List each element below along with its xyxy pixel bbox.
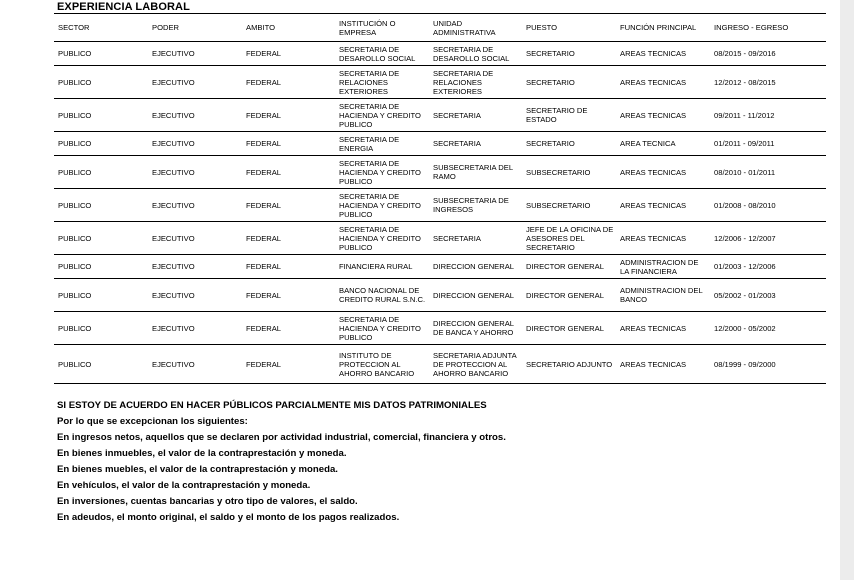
table-cell: 05/2002 - 01/2003	[710, 279, 826, 312]
table-cell: SECRETARIA DE DESAROLLO SOCIAL	[429, 42, 522, 66]
table-cell: AREA TECNICA	[616, 132, 710, 156]
table-cell: DIRECCION GENERAL	[429, 279, 522, 312]
column-header: PODER	[148, 14, 242, 42]
table-cell: SUBSECRETARIA DE INGRESOS	[429, 189, 522, 222]
table-cell: 12/2006 - 12/2007	[710, 222, 826, 255]
note-line: Por lo que se excepcionan los siguientes:	[57, 416, 248, 427]
table-cell: DIRECTOR GENERAL	[522, 312, 616, 345]
table-cell: SUBSECRETARIA DEL RAMO	[429, 156, 522, 189]
table-row	[54, 255, 826, 279]
table-row	[54, 345, 826, 384]
table-cell: FEDERAL	[242, 132, 335, 156]
table-cell: SECRETARIA DE RELACIONES EXTERIORES	[429, 66, 522, 99]
table-cell: PUBLICO	[54, 42, 148, 66]
table-cell: SECRETARIO	[522, 132, 616, 156]
table-cell: FEDERAL	[242, 42, 335, 66]
table-cell: EJECUTIVO	[148, 66, 242, 99]
table-row	[54, 279, 826, 312]
table-cell: PUBLICO	[54, 279, 148, 312]
table-cell: EJECUTIVO	[148, 132, 242, 156]
table-cell: PUBLICO	[54, 255, 148, 279]
table-cell: DIRECCION GENERAL DE BANCA Y AHORRO	[429, 312, 522, 345]
table-cell: ADMINISTRACION DEL BANCO	[616, 279, 710, 312]
table-header-row	[54, 14, 826, 42]
table-row	[54, 42, 826, 66]
table-row	[54, 222, 826, 255]
table-cell: AREAS TECNICAS	[616, 66, 710, 99]
table-cell: EJECUTIVO	[148, 345, 242, 384]
table-cell: FEDERAL	[242, 345, 335, 384]
table-cell: SUBSECRETARIO	[522, 189, 616, 222]
public-data-notes	[57, 398, 506, 526]
column-header: INGRESO - EGRESO	[710, 14, 826, 42]
table-cell: PUBLICO	[54, 132, 148, 156]
table-cell: SECRETARIA DE RELACIONES EXTERIORES	[335, 66, 429, 99]
table-cell: PUBLICO	[54, 66, 148, 99]
table-cell: EJECUTIVO	[148, 189, 242, 222]
note-line: En inversiones, cuentas bancarias y otro tipo de valores, el saldo.	[57, 496, 358, 507]
table-cell: EJECUTIVO	[148, 279, 242, 312]
column-header: SECTOR	[54, 14, 148, 42]
table-cell: PUBLICO	[54, 99, 148, 132]
table-cell: PUBLICO	[54, 189, 148, 222]
table-cell: SECRETARIA	[429, 99, 522, 132]
notes-heading: SI ESTOY DE ACUERDO EN HACER PÚBLICOS PARCIALMENTE MIS DATOS PATRIMONIALES	[57, 400, 487, 411]
table-row	[54, 312, 826, 345]
table-row	[54, 156, 826, 189]
column-header: INSTITUCIÓN O EMPRESA	[335, 14, 429, 42]
table-cell: EJECUTIVO	[148, 156, 242, 189]
table-cell: EJECUTIVO	[148, 312, 242, 345]
table-cell: DIRECTOR GENERAL	[522, 279, 616, 312]
table-cell: FINANCIERA RURAL	[335, 255, 429, 279]
table-cell: PUBLICO	[54, 222, 148, 255]
column-header: UNIDAD ADMINISTRATIVA	[429, 14, 522, 42]
table-cell: DIRECCION GENERAL	[429, 255, 522, 279]
table-cell: PUBLICO	[54, 156, 148, 189]
table-cell: SECRETARIO	[522, 66, 616, 99]
note-line: En ingresos netos, aquellos que se declaren por actividad industrial, comercial, financiera y otros.	[57, 432, 506, 443]
table-cell: AREAS TECNICAS	[616, 156, 710, 189]
table-row	[54, 66, 826, 99]
table-cell: FEDERAL	[242, 312, 335, 345]
table-cell: 12/2012 - 08/2015	[710, 66, 826, 99]
table-cell: FEDERAL	[242, 255, 335, 279]
table-cell: 01/2008 - 08/2010	[710, 189, 826, 222]
table-cell: SECRETARIO DE ESTADO	[522, 99, 616, 132]
table-cell: FEDERAL	[242, 156, 335, 189]
table-cell: SECRETARIO ADJUNTO	[522, 345, 616, 384]
table-cell: 09/2011 - 11/2012	[710, 99, 826, 132]
column-header: FUNCIÓN PRINCIPAL	[616, 14, 710, 42]
table-cell: FEDERAL	[242, 189, 335, 222]
table-cell: AREAS TECNICAS	[616, 189, 710, 222]
table-cell: ADMINISTRACION DE LA FINANCIERA	[616, 255, 710, 279]
table-row	[54, 99, 826, 132]
table-cell: SECRETARIA DE HACIENDA Y CREDITO PUBLICO	[335, 312, 429, 345]
table-cell: PUBLICO	[54, 312, 148, 345]
table-cell: SECRETARIA DE ENERGIA	[335, 132, 429, 156]
table-cell: SECRETARIA DE HACIENDA Y CREDITO PUBLICO	[335, 156, 429, 189]
column-header: PUESTO	[522, 14, 616, 42]
table-cell: AREAS TECNICAS	[616, 312, 710, 345]
table-cell: FEDERAL	[242, 222, 335, 255]
table-row	[54, 189, 826, 222]
table-cell: FEDERAL	[242, 99, 335, 132]
table-cell: AREAS TECNICAS	[616, 345, 710, 384]
note-line: En bienes inmuebles, el valor de la contraprestación y moneda.	[57, 448, 347, 459]
table-cell: EJECUTIVO	[148, 255, 242, 279]
column-header: AMBITO	[242, 14, 335, 42]
table-cell: 01/2011 - 09/2011	[710, 132, 826, 156]
table-cell: SUBSECRETARIO	[522, 156, 616, 189]
table-cell: JEFE DE LA OFICINA DE ASESORES DEL SECRETARIO	[522, 222, 616, 255]
note-line: En adeudos, el monto original, el saldo y el monto de los pagos realizados.	[57, 512, 400, 523]
table-cell: SECRETARIO	[522, 42, 616, 66]
table-cell: PUBLICO	[54, 345, 148, 384]
table-cell: EJECUTIVO	[148, 42, 242, 66]
table-cell: EJECUTIVO	[148, 222, 242, 255]
table-cell: EJECUTIVO	[148, 99, 242, 132]
note-line: En vehículos, el valor de la contraprestación y moneda.	[57, 480, 311, 491]
note-line: En bienes muebles, el valor de la contraprestación y moneda.	[57, 464, 338, 475]
table-cell: INSTITUTO DE PROTECCION AL AHORRO BANCARIO	[335, 345, 429, 384]
table-cell: SECRETARIA	[429, 222, 522, 255]
table-row	[54, 132, 826, 156]
table-cell: FEDERAL	[242, 279, 335, 312]
work-experience-table	[54, 13, 826, 384]
table-cell: SECRETARIA DE HACIENDA Y CREDITO PUBLICO	[335, 99, 429, 132]
table-cell: 08/1999 - 09/2000	[710, 345, 826, 384]
table-cell: AREAS TECNICAS	[616, 42, 710, 66]
table-cell: FEDERAL	[242, 66, 335, 99]
table-cell: SECRETARIA DE HACIENDA Y CREDITO PUBLICO	[335, 222, 429, 255]
table-cell: AREAS TECNICAS	[616, 99, 710, 132]
table-cell: 12/2000 - 05/2002	[710, 312, 826, 345]
table-cell: AREAS TECNICAS	[616, 222, 710, 255]
section-title: EXPERIENCIA LABORAL	[57, 1, 190, 13]
table-cell: BANCO NACIONAL DE CREDITO RURAL S.N.C.	[335, 279, 429, 312]
table-cell: 01/2003 - 12/2006	[710, 255, 826, 279]
table-cell: 08/2015 - 09/2016	[710, 42, 826, 66]
table-cell: DIRECTOR GENERAL	[522, 255, 616, 279]
table-cell: SECRETARIA ADJUNTA DE PROTECCION AL AHORRO BANCARIO	[429, 345, 522, 384]
table-cell: SECRETARIA	[429, 132, 522, 156]
table-cell: SECRETARIA DE DESAROLLO SOCIAL	[335, 42, 429, 66]
table-cell: 08/2010 - 01/2011	[710, 156, 826, 189]
table-cell: SECRETARIA DE HACIENDA Y CREDITO PUBLICO	[335, 189, 429, 222]
